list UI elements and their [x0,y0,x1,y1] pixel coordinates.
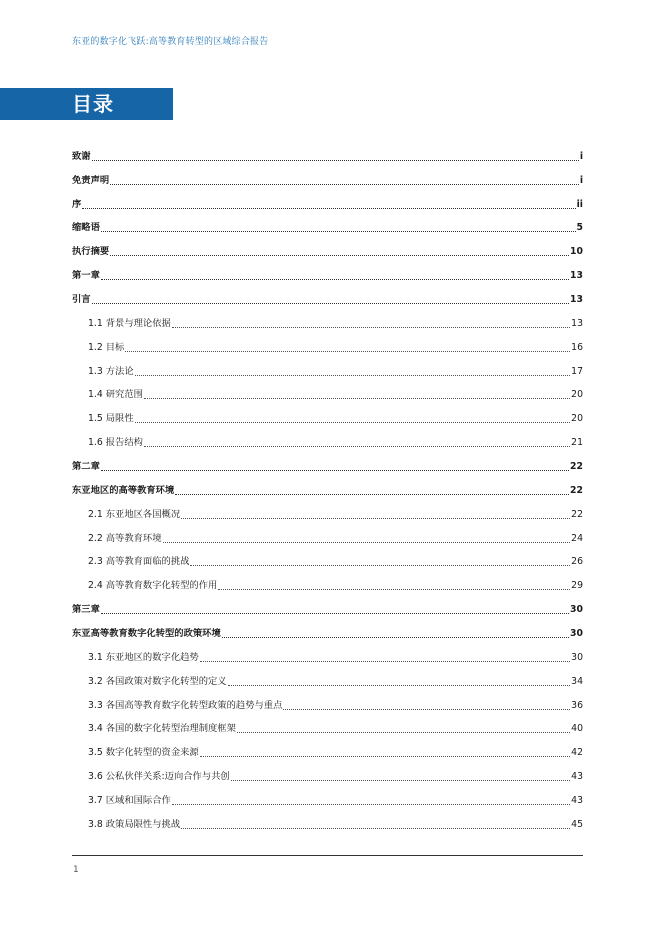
toc-entry-title: 3.7 区域和国际合作 [88,795,171,807]
toc-entry-page: 22 [570,484,583,496]
toc-entry[interactable] [72,258,583,282]
table-of-contents [72,139,583,831]
toc-entry-title: 免责声明 [72,174,110,186]
toc-dot-leader [200,661,570,662]
toc-entry-page: 24 [571,532,583,544]
toc-entry-title: 1.6 报告结构 [88,437,143,449]
toc-dot-leader [110,255,569,256]
toc-entry-page: 13 [570,294,583,306]
toc-entry-title: 3.5 数字化转型的资金来源 [88,747,199,759]
toc-entry[interactable] [72,664,583,688]
toc-entry-page: 43 [571,771,583,783]
toc-entry[interactable] [72,712,583,736]
toc-entry[interactable] [72,688,583,712]
toc-dot-leader [200,756,570,757]
toc-entry[interactable] [72,759,583,783]
toc-entry[interactable] [72,807,583,831]
toc-entry-title: 1.4 研究范围 [88,389,143,401]
toc-dot-leader [181,518,570,519]
toc-entry-title: 序 [72,198,82,210]
toc-entry[interactable] [72,163,583,187]
toc-entry[interactable] [72,425,583,449]
toc-dot-leader [228,685,571,686]
toc-entry[interactable] [72,282,583,306]
toc-entry-title: 第一章 [72,270,100,282]
toc-entry[interactable] [72,330,583,354]
toc-dot-leader [92,160,579,161]
toc-entry-title: 2.4 高等教育数字化转型的作用 [88,580,218,592]
toc-entry[interactable] [72,211,583,235]
toc-entry-page: 10 [570,246,583,258]
footer-divider [72,855,583,856]
toc-dot-leader [237,732,570,733]
toc-entry-title: 3.3 各国高等教育数字化转型政策的趋势与重点 [88,699,283,711]
toc-entry-page: 21 [571,437,583,449]
toc-entry-title: 3.1 东亚地区的数字化趋势 [88,651,199,663]
toc-dot-leader [110,184,579,185]
toc-entry[interactable] [72,354,583,378]
toc-entry-page: 17 [571,365,583,377]
toc-entry[interactable] [72,545,583,569]
toc-dot-leader [135,422,571,423]
toc-entry-title: 1.2 目标 [88,341,125,353]
toc-entry[interactable] [72,783,583,807]
toc-entry-title: 3.6 公私伙伴关系:迈向合作与共创 [88,771,230,783]
toc-entry[interactable] [72,401,583,425]
toc-entry[interactable] [72,473,583,497]
toc-entry-title: 第三章 [72,604,100,616]
toc-entry-page: ii [576,198,583,210]
toc-entry-page: i [579,174,583,186]
toc-entry[interactable] [72,521,583,545]
toc-dot-leader [92,303,569,304]
toc-dot-leader [175,494,569,495]
toc-entry-title: 引言 [72,294,91,306]
toc-entry-page: 22 [570,461,583,473]
toc-dot-leader [144,398,570,399]
toc-entry-page: 20 [571,389,583,401]
toc-entry[interactable] [72,234,583,258]
toc-entry-page: 45 [571,818,583,830]
toc-entry-title: 1.5 局限性 [88,413,134,425]
page-number: 1 [73,865,79,875]
toc-entry-title: 2.1 东亚地区各国概况 [88,508,181,520]
toc-dot-leader [163,542,571,543]
toc-entry-title: 东亚地区的高等教育环境 [72,484,175,496]
toc-heading: 目录 [72,92,114,116]
toc-entry-title: 执行摘要 [72,246,110,258]
toc-entry-page: 26 [571,556,583,568]
toc-entry[interactable] [72,378,583,402]
toc-entry[interactable] [72,497,583,521]
toc-entry-page: 40 [571,723,583,735]
toc-heading-bar [0,88,173,120]
toc-dot-leader [125,351,570,352]
toc-entry-page: 13 [571,317,583,329]
toc-dot-leader [101,231,576,232]
toc-entry-title: 3.8 政策局限性与挑战 [88,818,181,830]
toc-dot-leader [283,709,570,710]
toc-dot-leader [135,375,571,376]
toc-entry-page: 13 [570,270,583,282]
toc-entry-title: 3.4 各国的数字化转型治理制度框架 [88,723,236,735]
toc-dot-leader [231,780,570,781]
toc-dot-leader [190,565,570,566]
toc-entry-page: 22 [571,508,583,520]
toc-entry-page: 20 [571,413,583,425]
toc-entry-title: 1.3 方法论 [88,365,134,377]
toc-entry-title: 3.2 各国政策对数字化转型的定义 [88,675,227,687]
toc-entry-page: 16 [571,341,583,353]
toc-entry[interactable] [72,616,583,640]
toc-entry-title: 1.1 背景与理论依据 [88,317,171,329]
toc-entry-page: 30 [570,604,583,616]
toc-dot-leader [222,637,569,638]
toc-dot-leader [172,804,570,805]
toc-entry[interactable] [72,592,583,616]
toc-entry-page: 36 [571,699,583,711]
toc-dot-leader [144,446,570,447]
running-header-title: 东亚的数字化飞跃:高等教育转型的区域综合报告 [72,37,269,47]
toc-entry-page: i [579,150,583,162]
toc-entry-page: 30 [571,651,583,663]
toc-entry-title: 2.3 高等教育面临的挑战 [88,556,190,568]
toc-entry[interactable] [72,139,583,163]
toc-dot-leader [101,470,569,471]
toc-entry-title: 致谢 [72,150,91,162]
toc-entry[interactable] [72,306,583,330]
toc-dot-leader [101,613,569,614]
toc-entry[interactable] [72,640,583,664]
toc-dot-leader [218,589,570,590]
toc-entry[interactable] [72,568,583,592]
toc-entry-page: 42 [571,747,583,759]
toc-entry-title: 2.2 高等教育环境 [88,532,162,544]
toc-dot-leader [172,327,570,328]
toc-entry-page: 43 [571,795,583,807]
toc-entry-title: 缩略语 [72,222,100,234]
toc-entry-page: 34 [571,675,583,687]
toc-dot-leader [82,208,575,209]
toc-entry[interactable] [72,449,583,473]
toc-entry-page: 30 [570,628,583,640]
toc-dot-leader [181,828,570,829]
toc-entry-page: 5 [576,222,583,234]
toc-entry-title: 第二章 [72,461,100,473]
toc-entry[interactable] [72,187,583,211]
toc-entry[interactable] [72,735,583,759]
toc-dot-leader [101,279,569,280]
toc-entry-page: 29 [571,580,583,592]
toc-entry-title: 东亚高等教育数字化转型的政策环境 [72,628,221,640]
